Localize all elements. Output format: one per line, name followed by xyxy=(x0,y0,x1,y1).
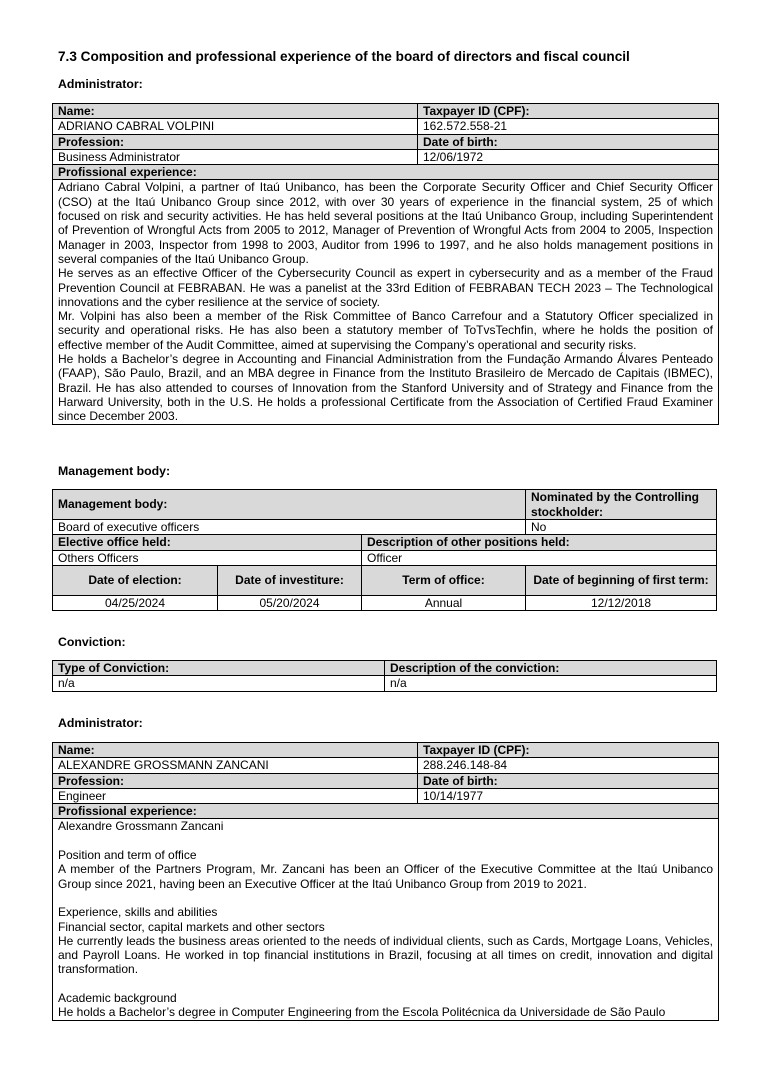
investiture-date-label: Date of investiture: xyxy=(218,565,362,595)
administrator-cpf: 162.572.558-21 xyxy=(418,119,719,134)
experience-text xyxy=(53,819,719,1020)
name-label: Name: xyxy=(53,743,418,758)
experience-line: Financial sector, capital markets and other sectors xyxy=(58,919,325,934)
management-body-value: Board of executive officers xyxy=(53,520,526,535)
conviction-section-label: Conviction: xyxy=(58,635,126,649)
cpf-label: Taxpayer ID (CPF): xyxy=(418,104,719,119)
experience-paragraph: He currently leads the business areas oriented to the needs of individual clients, such as Cards, Mortgage Loans, Vehicles, and Payroll Loans. He worked in top financial institutions in Brazil, focusing at all times on credit, innovation and digital transformation. xyxy=(58,933,713,977)
experience-paragraph: Adriano Cabral Volpini, a partner of Itaú Unibanco, has been the Corporate Security Officer and Chief Security Officer (CSO) at the Itaú Unibanco Group since 2012, with over 30 years of experience in the financial system, 25 of which focused on risk and security activities. He has held several positions at the Itaú Unibanco Group, including Superintendent of Prevention of Wrongful Acts from 2005 to 2012, Manager of Prevention of Wrongful Acts from 2004 to 2005, Inspection Manager in 2003, Inspector from 1998 to 2003, Auditor from 1996 to 1997, and he also holds management positions in several companies of the Itaú Unibanco Group. xyxy=(58,180,713,266)
dob-label: Date of birth: xyxy=(418,134,719,149)
experience-paragraph: A member of the Partners Program, Mr. Zancani has been an Officer of the Executive Committee at the Itaú Unibanco Group since 2021, having been an Executive Officer at the Itaú Unibanco Group from 2019 to 2021. xyxy=(58,862,713,891)
dob-label: Date of birth: xyxy=(418,773,719,788)
section-heading: 7.3 Composition and professional experience of the board of directors and fiscal council xyxy=(58,49,630,64)
experience-label: Profissional experience: xyxy=(53,804,719,819)
conviction-type: n/a xyxy=(53,676,385,691)
profession-label: Profession: xyxy=(53,134,418,149)
experience-heading: Experience, skills and abilities xyxy=(58,905,218,920)
experience-paragraph: He serves as an effective Officer of the Cybersecurity Council as expert in cybersecurity and as a member of the Fraud Prevention Council at FEBRABAN. He was a panelist at the 33rd Edition of FEBRABAN TECH 2023 – The Technological innovations and the cyber resilience at the service of society. xyxy=(58,266,713,309)
experience-heading: Academic background xyxy=(58,991,177,1006)
election-date-label: Date of election: xyxy=(53,565,218,595)
nominated-value: No xyxy=(526,520,717,535)
nominated-label: Nominated by the Controlling stockholder: xyxy=(526,490,717,520)
administrator-profession: Business Administrator xyxy=(53,149,418,164)
conviction-description-label: Description of the conviction: xyxy=(385,661,717,676)
profession-label: Profession: xyxy=(53,773,418,788)
experience-paragraph: He holds a Bachelor’s degree in Accounting and Financial Administration from the Fundação Armando Álvares Penteado (FAAP), São Paulo, Brazil, and an MBA degree in Finance from the Instituto Brasileiro de Mercado de Capitais (IBMEC), Brazil. He has also attended to courses of Innovation from the Stanford University and of Strategy and Finance from the Harward University, both in the U.S. He holds a professional Certificate from the Association of Certified Fraud Examiner since December 2003. xyxy=(58,352,713,424)
elective-office-value: Others Officers xyxy=(53,550,362,565)
first-term-label: Date of beginning of first term: xyxy=(526,565,717,595)
administrator-profession: Engineer xyxy=(53,788,418,803)
experience-paragraph: He holds a Bachelor’s degree in Computer Engineering from the Escola Politécnica da Universidade de São Paulo xyxy=(58,1005,666,1020)
experience-line: Alexandre Grossmann Zancani xyxy=(58,819,224,834)
administrator-table-2 xyxy=(52,742,719,1021)
conviction-table xyxy=(52,660,717,692)
cpf-label: Taxpayer ID (CPF): xyxy=(418,743,719,758)
management-section-label: Management body: xyxy=(58,464,171,478)
elective-office-label: Elective office held: xyxy=(53,535,362,550)
management-body-label: Management body: xyxy=(53,490,526,520)
other-positions-label: Description of other positions held: xyxy=(362,535,717,550)
administrator-label-2: Administrator: xyxy=(58,716,143,730)
experience-text xyxy=(53,180,719,424)
other-positions-value: Officer xyxy=(362,550,717,565)
first-term-date: 12/12/2018 xyxy=(526,595,717,610)
experience-heading: Position and term of office xyxy=(58,848,197,863)
term-value: Annual xyxy=(362,595,526,610)
administrator-dob: 10/14/1977 xyxy=(418,788,719,803)
administrator-table-1 xyxy=(52,103,719,425)
name-label: Name: xyxy=(53,104,418,119)
administrator-dob: 12/06/1972 xyxy=(418,149,719,164)
election-date: 04/25/2024 xyxy=(53,595,218,610)
administrator-name: ALEXANDRE GROSSMANN ZANCANI xyxy=(53,758,418,773)
administrator-name: ADRIANO CABRAL VOLPINI xyxy=(53,119,418,134)
conviction-type-label: Type of Conviction: xyxy=(53,661,385,676)
management-table xyxy=(52,489,717,611)
investiture-date: 05/20/2024 xyxy=(218,595,362,610)
administrator-label-1: Administrator: xyxy=(58,77,143,91)
conviction-description: n/a xyxy=(385,676,717,691)
experience-label: Profissional experience: xyxy=(53,165,719,180)
experience-paragraph: Mr. Volpini has also been a member of the Risk Committee of Banco Carrefour and a Statutory Officer specialized in security and operational risks. He has also been a statutory member of ToTvsTechfin, where he holds the position of effective member of the Audit Committee, aimed at supervising the Company’s operational and security risks. xyxy=(58,309,713,352)
term-label: Term of office: xyxy=(362,565,526,595)
administrator-cpf: 288.246.148-84 xyxy=(418,758,719,773)
